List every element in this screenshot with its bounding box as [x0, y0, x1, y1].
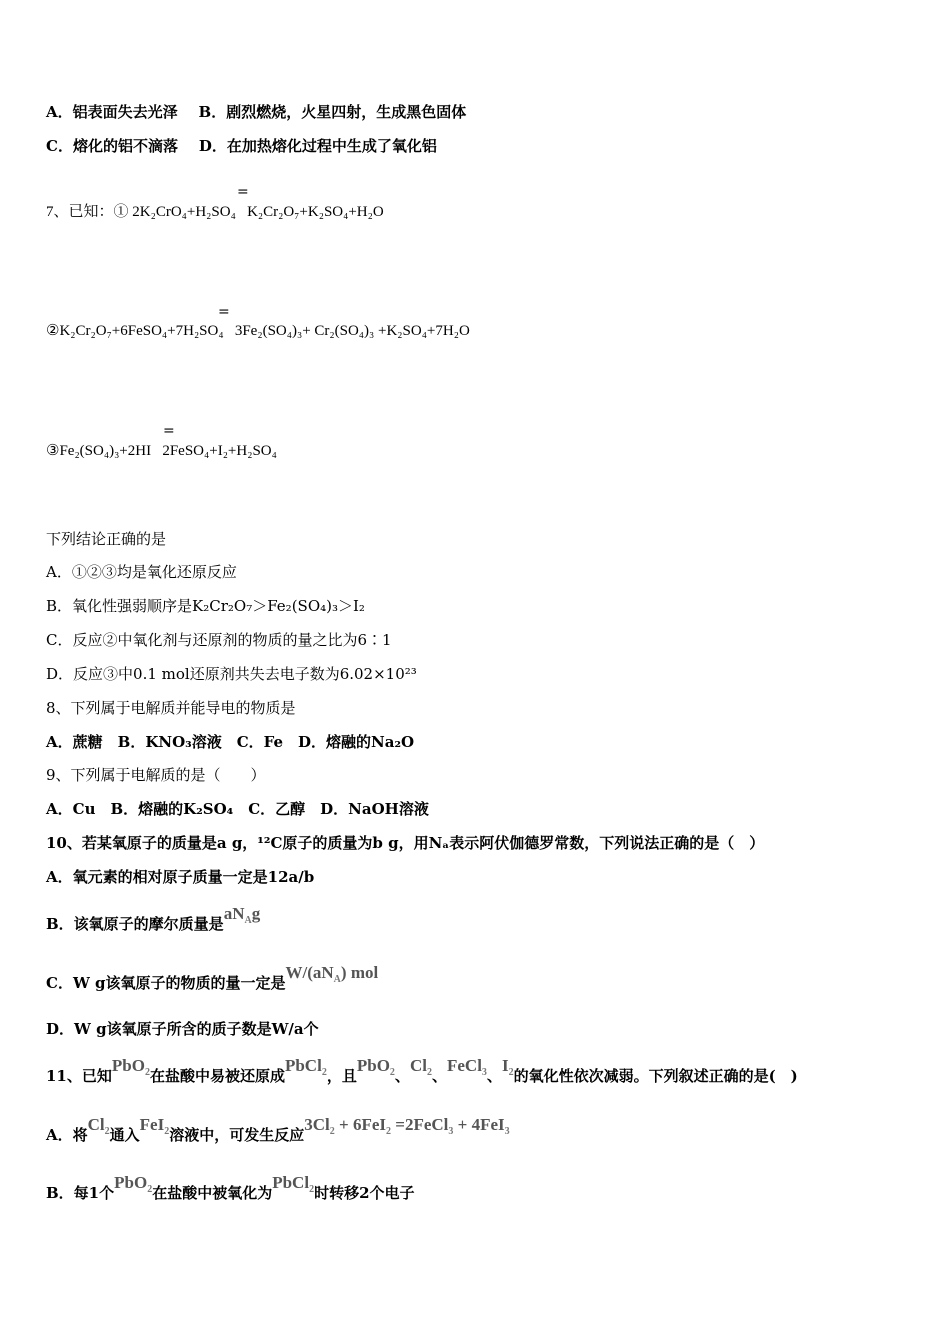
q8-stem: 8、下列属于电解质并能导电的物质是 [46, 699, 296, 717]
text: B．每1个 [46, 1184, 115, 1202]
reaction-right: 2FeSO₄+I₂+H₂SO₄ [162, 443, 277, 459]
text: 时转移2个电子 [314, 1184, 415, 1202]
option-text: C．W g该氧原子的物质的量一定是 [46, 974, 286, 992]
q11-option-b [46, 1173, 415, 1206]
q9-options: A．Cu B．熔融的K₂SO₄ C．乙醇 D．NaOH溶液 [46, 800, 429, 818]
formula-image: $aN_Ag$ [223, 904, 261, 926]
q8-options: A．蔗糖 B．KNO₃溶液 C．Fe D．熔融的Na₂O [46, 733, 415, 751]
formula-image: FeCl$_3$ [446, 1056, 487, 1078]
q7-stem: 下列结论正确的是 [46, 530, 167, 548]
q10-option-b [46, 904, 261, 937]
text: 溶液中，可发生反应 [169, 1126, 305, 1144]
text: A．将 [46, 1126, 88, 1144]
reaction-right: K₂Cr₂O₇+K₂SO₄+H₂O [247, 204, 384, 220]
q6-option-d: D．在加热熔化过程中生成了氧化铝 [198, 137, 437, 155]
q10-stem: 10、若某氧原子的质量是a g，¹²C原子的质量为b g，用Nₐ表示阿伏伽德罗常数，下列说法正确的是（ ） [46, 834, 765, 852]
reaction-left: ③Fe₂(SO₄)₃+2HI [46, 443, 152, 459]
formula-image: $Cl_2$ [409, 1056, 432, 1078]
reaction-right: 3Fe₂(SO₄)₃+ Cr₂(SO₄)₃ +K₂SO₄+7H₂O [234, 323, 470, 339]
q6-option-a: A．铝表面失去光泽 [46, 103, 178, 121]
q6-options-ab [46, 102, 466, 122]
separator: 、 [394, 1067, 410, 1085]
q10-option-c [46, 963, 379, 996]
q7-option-b: B．氧化性强弱顺序是K₂Cr₂O₇＞Fe₂(SO₄)₃＞I₂ [46, 597, 365, 615]
formula-image: PbCl$_2$ [272, 1173, 315, 1195]
text: ，且 [326, 1067, 357, 1085]
formula-image: $I_2$ [501, 1056, 514, 1078]
text: 的氧化性依次减弱。下列叙述正确的是( ) [513, 1067, 798, 1085]
q7-reaction-2 [46, 321, 470, 341]
q6-option-c: C．熔化的铝不滴落 [46, 137, 178, 155]
option-text: B．该氧原子的摩尔质量是 [46, 915, 224, 933]
equals-sign: = [237, 184, 249, 200]
formula-image: PbO$_2$ [111, 1056, 150, 1078]
q7-reaction-3 [46, 441, 277, 461]
q10-option-d: D．W g该氧原子所含的质子数是W/a个 [46, 1020, 319, 1038]
q10-option-a: A．氧元素的相对原子质量一定是12a/b [46, 868, 315, 886]
q11-option-a [46, 1115, 510, 1148]
q6-option-b: B．剧烈燃烧，火星四射，生成黑色固体 [198, 103, 467, 121]
equals-sign: = [218, 304, 230, 320]
reaction-left: ②K₂Cr₂O₇+6FeSO₄+7H₂SO₄ [46, 323, 224, 339]
equals-sign: = [163, 423, 175, 439]
q7-option-c: C．反应②中氧化剂与还原剂的物质的量之比为6∶1 [46, 631, 392, 649]
text: 通入 [109, 1126, 140, 1144]
formula-image: PbO$_2$ [356, 1056, 395, 1078]
text: 在盐酸中易被还原成 [149, 1067, 285, 1085]
q7-option-a: A．①②③均是氧化还原反应 [46, 563, 237, 581]
formula-image: $Cl_2$ [87, 1115, 110, 1137]
formula-image: PbO$_2$ [114, 1173, 153, 1195]
separator: 、 [431, 1067, 447, 1085]
formula-image: $W/(aN_A)$ mol [285, 963, 379, 985]
q9-stem: 9、下列属于电解质的是（ ） [46, 766, 266, 784]
text: 在盐酸中被氧化为 [152, 1184, 273, 1202]
q6-options-cd [46, 136, 437, 156]
q7-reaction-1 [46, 202, 384, 222]
text: 11、已知 [46, 1067, 112, 1085]
reaction-left: 7、已知：① 2K₂CrO₄+H₂SO₄ [46, 204, 236, 220]
formula-image: PbCl$_2$ [284, 1056, 327, 1078]
q11-stem [46, 1056, 798, 1089]
q7-option-d: D．反应③中0.1 mol还原剂共失去电子数为6.02×10²³ [46, 665, 417, 683]
separator: 、 [486, 1067, 502, 1085]
formula-image: FeI$_2$ [139, 1115, 170, 1137]
formula-image: $3Cl_2 + 6FeI_2$ =2FeCl$_3$ + 4FeI$_3$ [304, 1115, 510, 1137]
